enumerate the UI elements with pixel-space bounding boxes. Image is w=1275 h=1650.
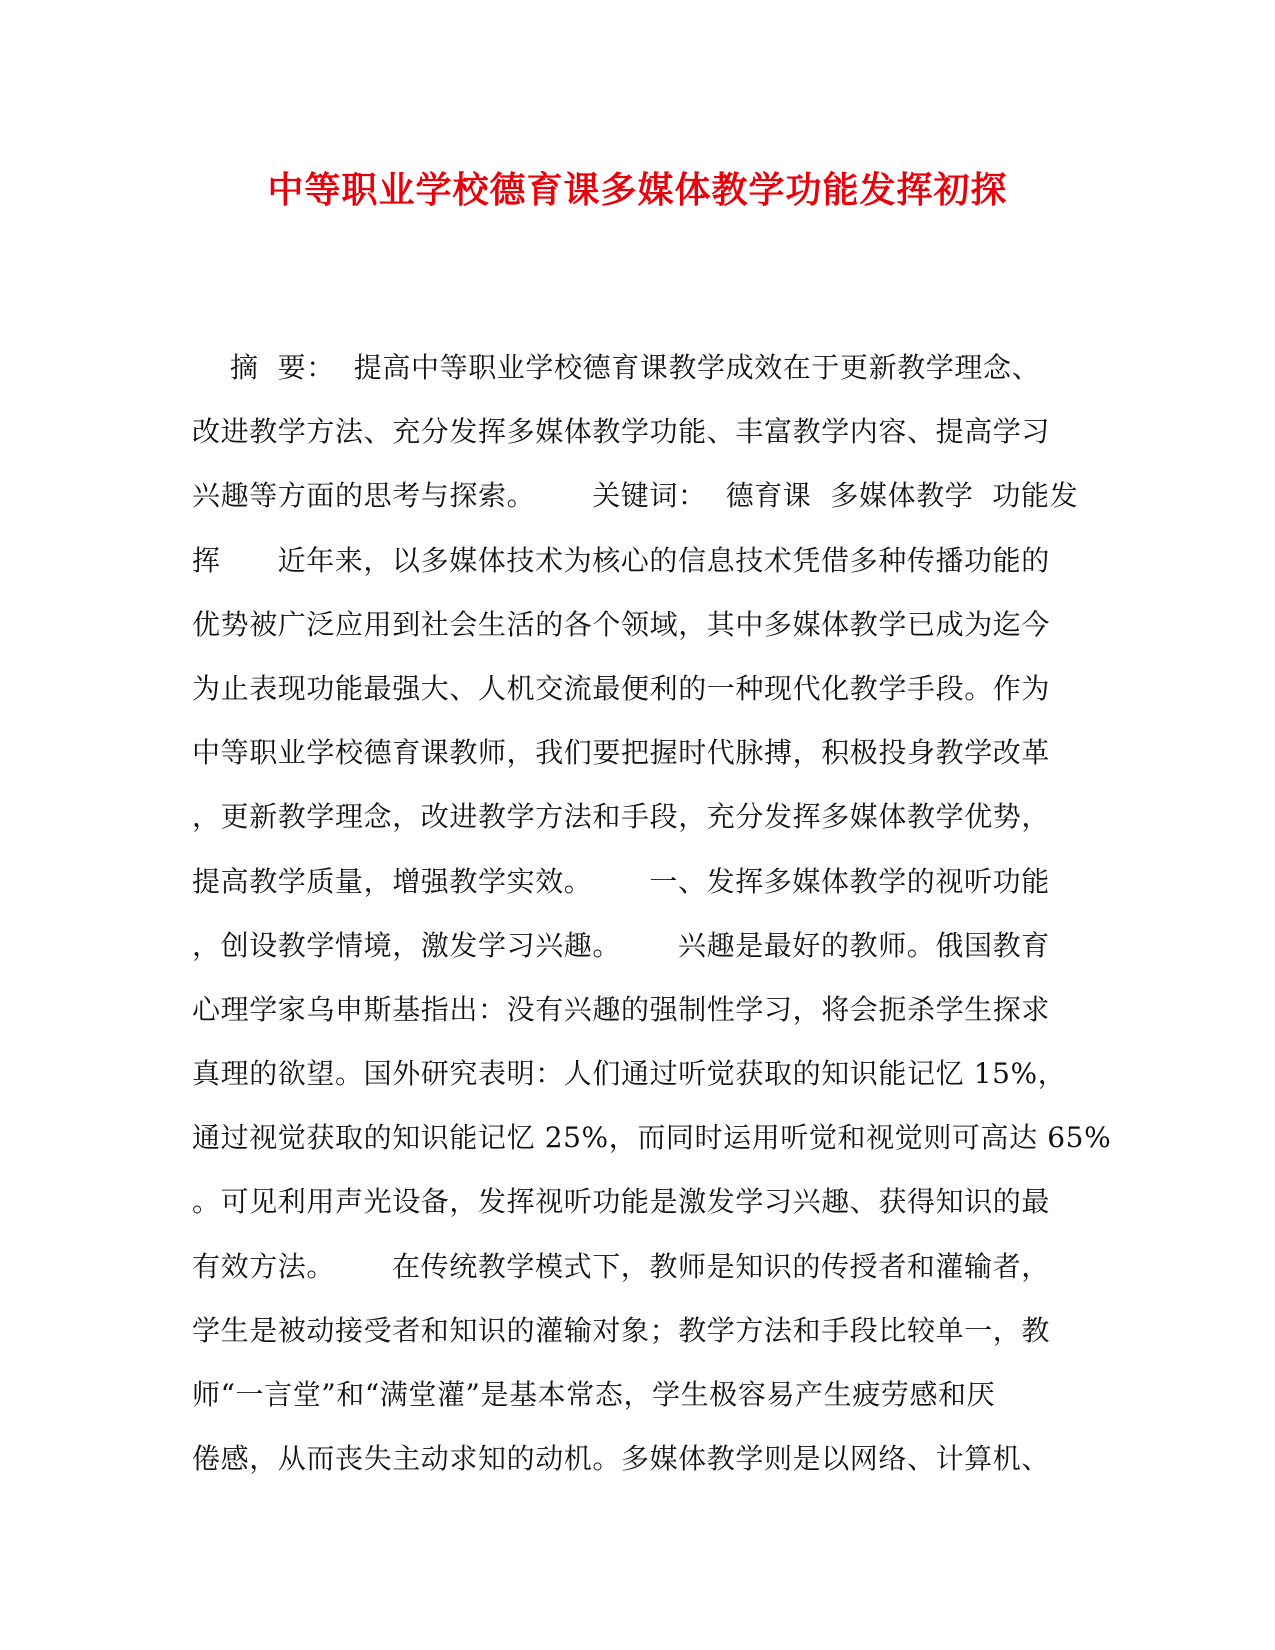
body-line: 中等职业学校德育课教师，我们要把握时代脉搏，积极投身教学改革 [192,736,1051,770]
body-line: 心理学家乌申斯基指出：没有兴趣的强制性学习，将会扼杀学生探求 [192,992,1051,1026]
body-line: 学生是被动接受者和知识的灌输对象；教学方法和手段比较单一，教 [192,1313,1051,1347]
body-line: 挥 近年来，以多媒体技术为核心的信息技术凭借多种传播功能的 [192,543,1050,577]
body-line: 摘 要： 提高中等职业学校德育课教学成效在于更新教学理念、 [192,351,1041,384]
body-line: 师“一言堂”和“满堂灌”是基本常态，学生极容易产生疲劳感和厌 [192,1378,996,1411]
body-line: 。可见利用声光设备，发挥视听功能是激发学习兴趣、获得知识的最 [192,1185,1051,1219]
body-line: 提高教学质量，增强教学实效。 一、发挥多媒体教学的视听功能 [192,864,1050,898]
body-line: 为止表现功能最强大、人机交流最便利的一种现代化教学手段。作为 [192,671,1051,705]
body-line: ，创设教学情境，激发学习兴趣。 兴趣是最好的教师。俄国教育 [192,928,1050,962]
body-line: 优势被广泛应用到社会生活的各个领域，其中多媒体教学已成为迄今 [192,607,1051,641]
body-line: 改进教学方法、充分发挥多媒体教学功能、丰富教学内容、提高学习 [192,415,1051,449]
body-line: 倦感，从而丧失主动求知的动机。多媒体教学则是以网络、计算机、 [192,1442,1051,1476]
body-line: ，更新教学理念，改进教学方法和手段，充分发挥多媒体教学优势， [192,800,1051,834]
body-line: 通过视觉获取的知识能记忆 25%，而同时运用听觉和视觉则可高达 65% [192,1121,1112,1155]
body-line: 真理的欲望。国外研究表明：人们通过听觉获取的知识能记忆 15%， [192,1057,1067,1091]
document-body [192,348,1112,1503]
document-title: 中等职业学校德育课多媒体教学功能发挥初探 [267,169,1008,211]
body-line: 兴趣等方面的思考与探索。 关键词： 德育课 多媒体教学 功能发 [192,479,1079,513]
body-line: 有效方法。 在传统教学模式下，教师是知识的传授者和灌输者， [192,1249,1050,1283]
